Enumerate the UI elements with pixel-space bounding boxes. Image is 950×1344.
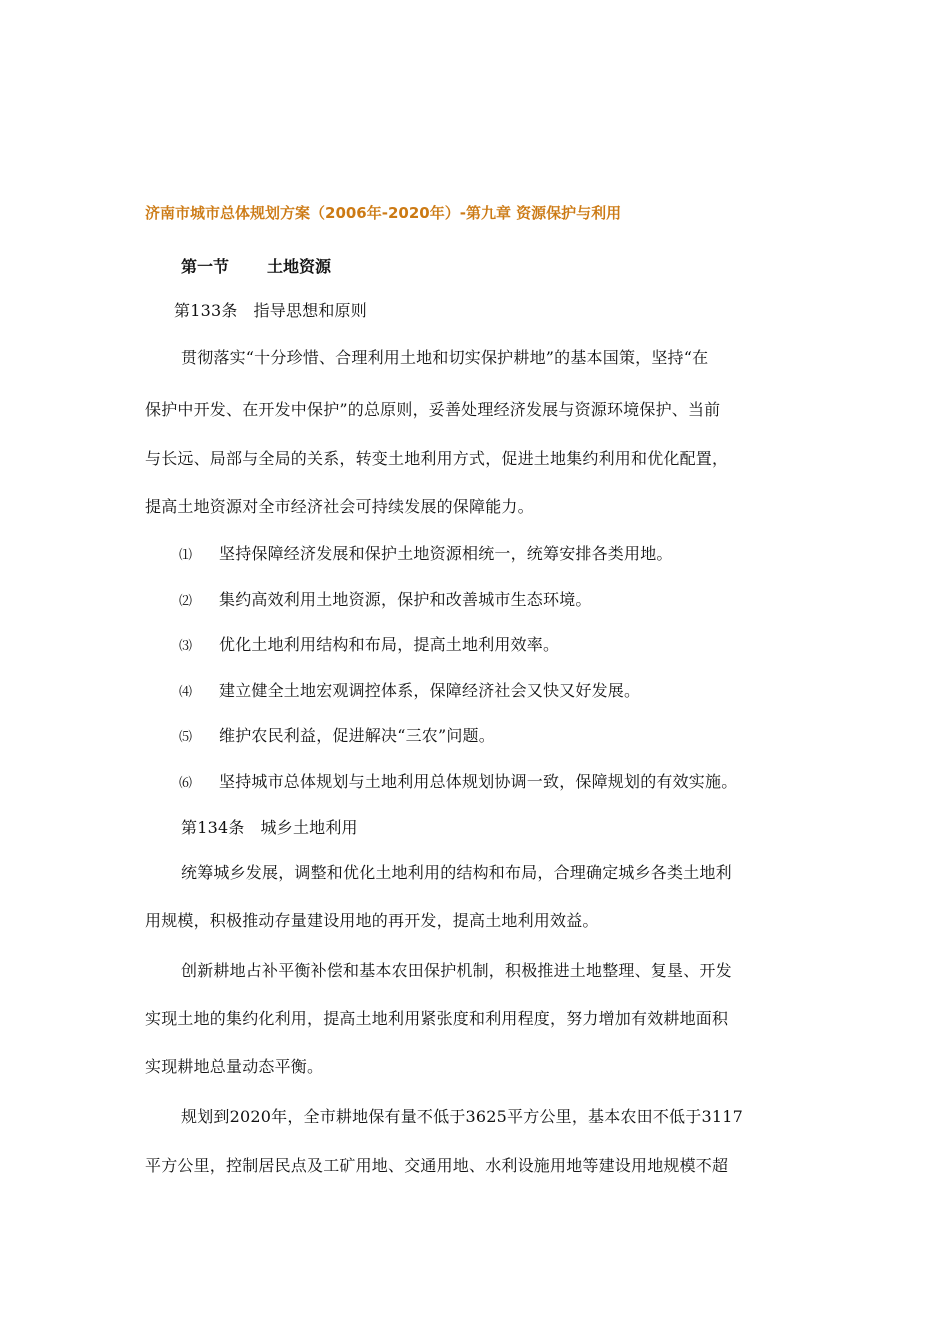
- paragraph-line: 实现耕地总量动态平衡。: [145, 1057, 324, 1076]
- paragraph-line: 规划到2020年，全市耕地保有量不低于3625平方公里，基本农田不低于3117: [181, 1107, 743, 1126]
- paragraph-line: 提高土地资源对全市经济社会可持续发展的保障能力。: [145, 497, 534, 516]
- paragraph-line: 保护中开发、在开发中保护”的总原则，妥善处理经济发展与资源环境保护、当前: [145, 400, 721, 419]
- article-133-heading: [174, 298, 367, 321]
- list-item-number: ⑹: [179, 776, 193, 791]
- article-number: 第133条: [174, 301, 238, 320]
- list-item-text: 优化土地利用结构和布局，提高土地利用效率。: [219, 635, 560, 654]
- list-item-number: ⑸: [179, 730, 193, 745]
- section-name: 土地资源: [267, 257, 332, 276]
- list-item: [179, 587, 592, 610]
- list-item: [179, 769, 737, 792]
- list-item-number: ⑶: [179, 639, 193, 654]
- paragraph-line: 平方公里，控制居民点及工矿用地、交通用地、水利设施用地等建设用地规模不超: [145, 1156, 729, 1175]
- article-title: 指导思想和原则: [253, 301, 367, 320]
- paragraph-line: 贯彻落实“十分珍惜、合理利用土地和切实保护耕地”的基本国策，坚持“在: [181, 348, 709, 367]
- article-number: 第134条: [181, 818, 245, 837]
- list-item-text: 坚持保障经济发展和保护土地资源相统一，统筹安排各类用地。: [219, 544, 673, 563]
- list-item: [179, 678, 640, 701]
- list-item-number: ⑵: [179, 594, 193, 609]
- list-item-number: ⑴: [179, 548, 193, 563]
- paragraph-line: 用规模，积极推动存量建设用地的再开发，提高土地利用效益。: [145, 911, 599, 930]
- paragraph-line: 创新耕地占补平衡补偿和基本农田保护机制，积极推进土地整理、复垦、开发: [181, 961, 732, 980]
- list-item: [179, 723, 495, 746]
- article-title: 城乡土地利用: [260, 818, 358, 837]
- list-item-text: 建立健全土地宏观调控体系，保障经济社会又快又好发展。: [219, 681, 641, 700]
- paragraph-line: 与长远、局部与全局的关系，转变土地利用方式，促进土地集约利用和优化配置，: [145, 449, 729, 468]
- paragraph-line: 统筹城乡发展，调整和优化土地利用的结构和布局，合理确定城乡各类土地利: [181, 863, 732, 882]
- article-134-heading: [181, 815, 358, 838]
- list-item-text: 维护农民利益，促进解决“三农”问题。: [219, 726, 495, 745]
- list-item-text: 集约高效利用土地资源，保护和改善城市生态环境。: [219, 590, 592, 609]
- section-heading: [181, 254, 331, 277]
- list-item: [179, 541, 673, 564]
- list-item-number: ⑷: [179, 685, 193, 700]
- list-item-text: 坚持城市总体规划与土地利用总体规划协调一致，保障规划的有效实施。: [219, 772, 738, 791]
- list-item: [179, 632, 559, 655]
- section-number: 第一节: [181, 257, 230, 276]
- document-title: 济南市城市总体规划方案（2006年-2020年）-第九章 资源保护与利用: [145, 204, 622, 222]
- paragraph-line: 实现土地的集约化利用，提高土地利用紧张度和利用程度，努力增加有效耕地面积: [145, 1009, 729, 1028]
